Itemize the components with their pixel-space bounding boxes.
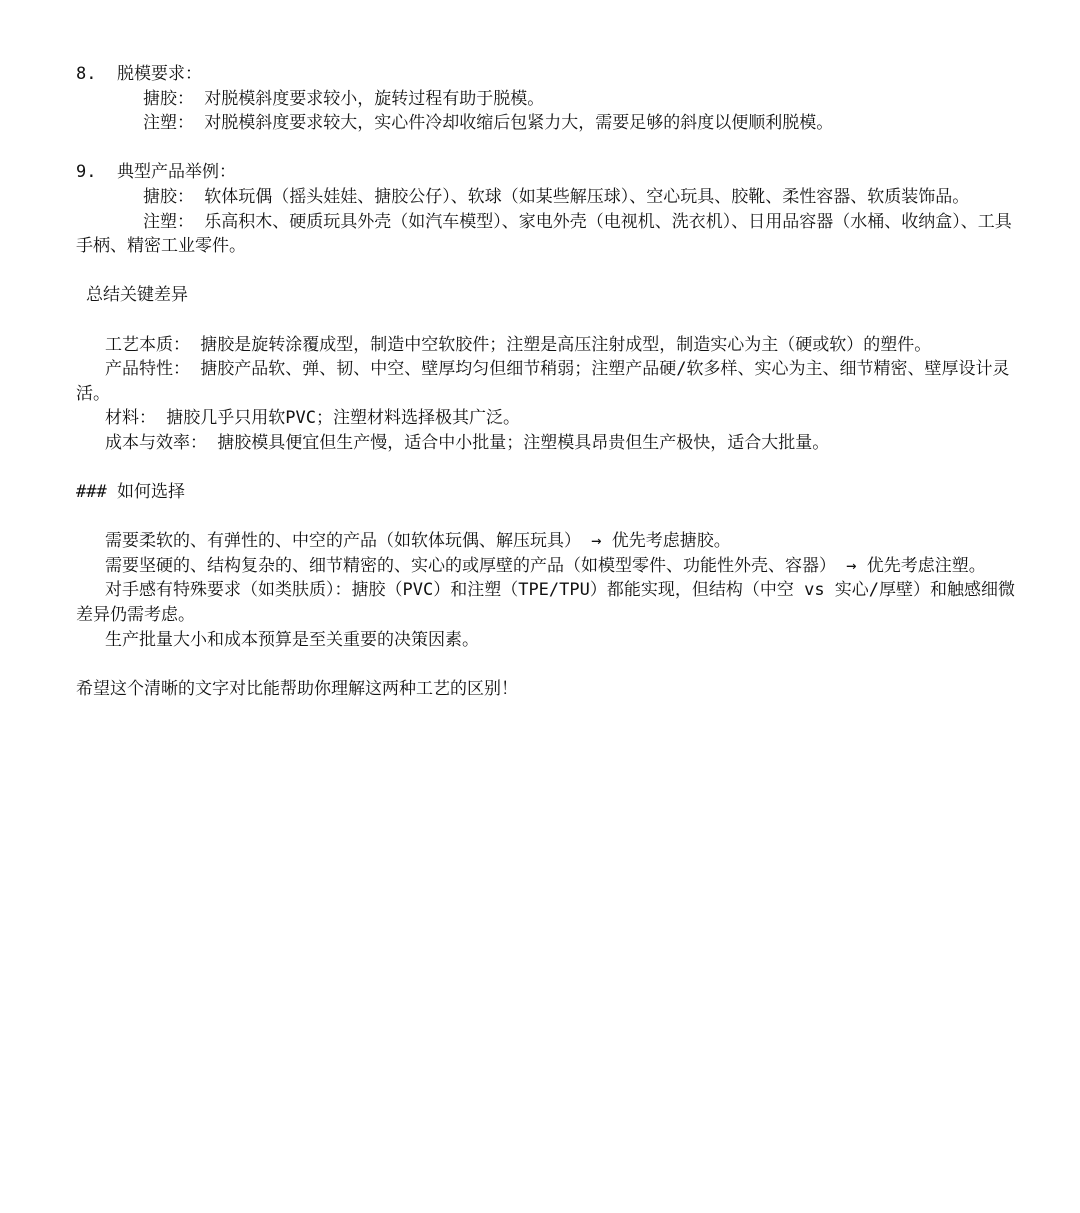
examples-slush-text: 搪胶： 软体玩偶（摇头娃娃、搪胶公仔）、软球（如某些解压球）、空心玩具、胶靴、柔性容器、软质装饰品。 xyxy=(143,186,970,207)
closing-text: 希望这个清晰的文字对比能帮助你理解这两种工艺的区别！ xyxy=(76,678,518,699)
summary-item-product: 产品特性： 搪胶产品软、弹、韧、中空、壁厚均匀但细节稍弱；注塑产品硬/软多样、实心为主、细节精密、壁厚设计灵活。 xyxy=(76,359,1010,404)
document-body xyxy=(76,62,1016,701)
choose-item-hard: 需要坚硬的、结构复杂的、细节精密的、实心的或厚壁的产品（如模型零件、功能性外壳、容器） → 优先考虑注塑。 xyxy=(105,555,986,576)
section-demold-title: 8. 脱模要求： xyxy=(76,64,202,84)
summary-item-process: 工艺本质： 搪胶是旋转涂覆成型，制造中空软胶件；注塑是高压注射成型，制造实心为主（硬或软）的塑件。 xyxy=(105,334,932,355)
choose-item-batch: 生产批量大小和成本预算是至关重要的决策因素。 xyxy=(105,629,479,650)
demold-slush-text: 搪胶： 对脱模斜度要求较小，旋转过程有助于脱模。 xyxy=(143,88,545,109)
summary-heading: 总结关键差异 xyxy=(86,285,188,306)
choose-heading: ### 如何选择 xyxy=(76,482,185,503)
choose-item-soft: 需要柔软的、有弹性的、中空的产品（如软体玩偶、解压玩具） → 优先考虑搪胶。 xyxy=(105,531,731,552)
section-examples-title: 9. 典型产品举例： xyxy=(76,162,236,183)
choose-item-feel: 对手感有特殊要求（如类肤质）：搪胶（PVC）和注塑（TPE/TPU）都能实现，但结构（中空 vs 实心/厚壁）和触感细微差异仍需考虑。 xyxy=(76,580,1016,626)
demold-injection-text: 注塑： 对脱模斜度要求较大，实心件冷却收缩后包紧力大，需要足够的斜度以便顺利脱模。 xyxy=(143,113,834,134)
summary-item-material: 材料： 搪胶几乎只用软PVC；注塑材料选择极其广泛。 xyxy=(105,408,520,429)
examples-injection-text: 注塑： 乐高积木、硬质玩具外壳（如汽车模型）、家电外壳（电视机、洗衣机）、日用品容器（水桶、收纳盒）、工具手柄、精密工业零件。 xyxy=(76,211,1012,257)
summary-item-cost: 成本与效率： 搪胶模具便宜但生产慢，适合中小批量；注塑模具昂贵但生产极快，适合大批量。 xyxy=(105,432,830,453)
